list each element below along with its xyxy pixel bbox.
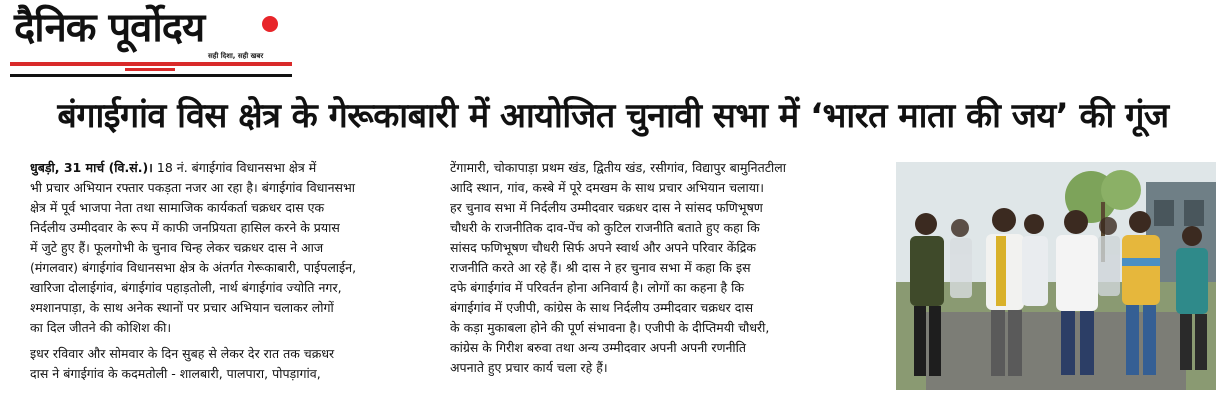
logo-dot-icon xyxy=(262,16,278,32)
article-line: टेंगामारी, चोकापाड़ा प्रथम खंड, द्वितीय खंड, रसीगांव, विद्यापुर बामुनितटीला xyxy=(450,160,786,175)
article-line: हर चुनाव सभा में निर्दलीय उम्मीदवार चक्रधर दास ने सांसद फणिभूषण xyxy=(450,200,763,215)
article-line: का दिल जीतने की कोशिश की। xyxy=(30,320,172,335)
article-line: (मंगलवार) बंगाईगांव विधानसभा क्षेत्र के अंतर्गत गेरूकाबारी, पाईपलाईन, xyxy=(30,260,357,275)
article-line: क्षेत्र में पूर्व भाजपा नेता तथा सामाजिक कार्यकर्ता चक्रधर दास एक xyxy=(30,200,325,215)
newspaper-logo: दैनिक पूर्वोदय xyxy=(14,5,205,51)
masthead-sub-rule xyxy=(125,68,175,71)
dateline: धुबड़ी, 31 मार्च (वि.सं.)। xyxy=(30,160,153,175)
article-column-1 xyxy=(30,158,434,384)
tagline: सही दिशा, सही खबर xyxy=(208,52,264,60)
article-line: में जुटे हुए हैं। फूलगोभी के चुनाव चिन्ह लेकर चक्रधर दास ने आज xyxy=(30,240,324,255)
article-line: के कड़ा मुकाबला होने की पूर्ण संभावना है। एजीपी के दीप्तिमयी चौधरी, xyxy=(450,320,770,335)
article-line: अपनाते हुए प्रचार कार्य चला रहे हैं। xyxy=(450,360,608,375)
crowd-photo-illustration xyxy=(896,162,1216,390)
article-line: बंगाईगांव में एजीपी, कांग्रेस के साथ निर्दलीय उम्मीदवार चक्रधर दास xyxy=(450,300,754,315)
article-line: श्मशानपाड़ा, के साथ अनेक स्थानों पर प्रचार अभियान चलाकर लोगों xyxy=(30,300,334,315)
article-line: दफे बंगाईगांव में परिवर्तन होना अनिवार्य है। लोगों का कहना है कि xyxy=(450,280,744,295)
article-line: दास ने बंगाईगांव के कदमतोली - शालबारी, पालपारा, पोपड़ागांव, xyxy=(30,366,321,381)
article-line: इधर रविवार और सोमवार के दिन सुबह से लेकर देर रात तक चक्रधर xyxy=(30,346,335,361)
article-line: भी प्रचार अभियान रफ्तार पकड़ता नजर आ रहा है। बंगाईगांव विधानसभा xyxy=(30,180,355,195)
article-line: चौधरी के राजनीतिक दाव-पेंच को कुटिल राजनीति बताते हुए कहा कि xyxy=(450,220,760,235)
article-line: सांसद फणिभूषण चौधरी सिर्फ अपने स्वार्थ और अपने परिवार केंद्रिक xyxy=(450,240,756,255)
article-line: कांग्रेस के गिरीश बरुवा तथा अन्य उम्मीदवार अपनी अपनी रणनीति xyxy=(450,340,747,355)
masthead-red-rule xyxy=(10,62,292,66)
masthead-black-rule xyxy=(10,74,292,77)
article-line: आदि स्थान, गांव, कस्बे में पूरे दमखम के साथ प्रचार अभियान चलाया। xyxy=(450,180,764,195)
campaign-rally-photo xyxy=(896,162,1216,390)
article-column-2 xyxy=(450,158,884,378)
article-line: निर्दलीय उम्मीदवार के रूप में काफी जनप्रियता हासिल करने के प्रयास xyxy=(30,220,340,235)
article-headline: बंगाईगांव विस क्षेत्र के गेरूकाबारी में आयोजित चुनावी सभा में ‘भारत माता की जय’ की गूंज xyxy=(57,96,1169,136)
masthead xyxy=(10,4,292,74)
article-line: खारिजा दोलाईगांव, बंगाईगांव पहाड़तोली, नार्थ बंगाईगांव ज्योति नगर, xyxy=(30,280,342,295)
article-line: धुबड़ी, 31 मार्च (वि.सं.)। 18 नं. बंगाईगांव विधानसभा क्षेत्र में xyxy=(30,160,317,175)
article-line: राजनीति करते आ रहे हैं। श्री दास ने हर चुनाव सभा में कहा कि इस xyxy=(450,260,751,275)
